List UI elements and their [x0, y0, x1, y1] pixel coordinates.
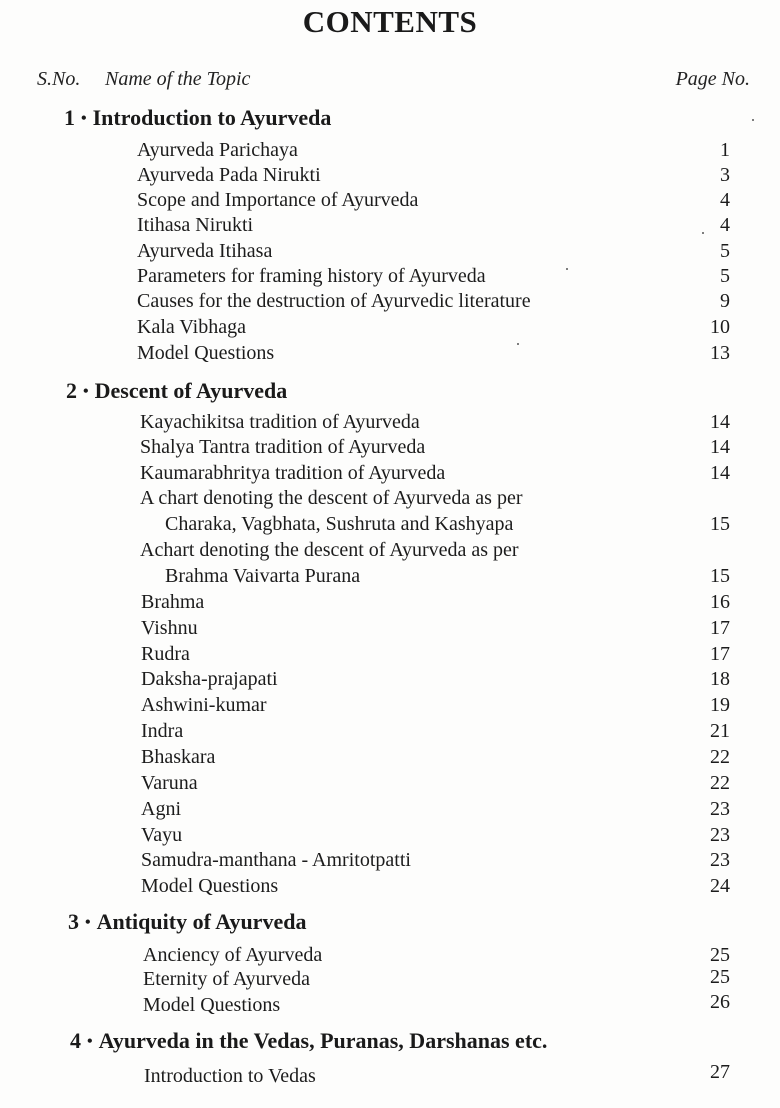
toc-entry[interactable]: Indra [141, 720, 184, 742]
toc-entry[interactable]: Introduction to Vedas [144, 1065, 316, 1087]
header-sno-label: S.No. [37, 68, 81, 90]
chapter-number: 2 [66, 378, 77, 403]
page-number: 5 [720, 265, 730, 287]
page-number: 4 [720, 214, 730, 236]
page-number: 4 [720, 189, 730, 211]
page-number: 21 [710, 720, 730, 742]
toc-entry[interactable]: Model Questions [141, 875, 279, 897]
toc-entry[interactable]: Vishnu [141, 617, 198, 639]
toc-entry[interactable]: Varuna [141, 772, 198, 794]
toc-entry[interactable]: Model Questions [137, 342, 275, 364]
page-title: CONTENTS [302, 4, 478, 39]
page-number: 13 [710, 342, 730, 364]
header-topic-label: Name of the Topic [105, 68, 251, 90]
page-number: 10 [710, 316, 730, 338]
toc-entry[interactable]: Brahma [141, 591, 205, 613]
toc-entry[interactable]: Rudra [141, 643, 190, 665]
chapter-number: 3 [68, 909, 79, 934]
toc-entry[interactable]: Model Questions [143, 994, 281, 1016]
toc-entry[interactable]: Ayurveda Parichaya [137, 139, 298, 161]
chapter-2-heading[interactable] [66, 378, 287, 404]
page-number: 23 [710, 798, 730, 820]
page-number: 27 [710, 1061, 730, 1083]
toc-entry[interactable]: A chart denoting the descent of Ayurveda as per [140, 487, 523, 509]
page-number: 3 [720, 164, 730, 186]
page-number: 1 [720, 139, 730, 161]
page-number: 5 [720, 240, 730, 262]
bullet-icon: • [81, 110, 87, 127]
toc-entry[interactable]: Scope and Importance of Ayurveda [137, 189, 419, 211]
chapter-title: Introduction to Ayurveda [92, 105, 332, 130]
toc-entry[interactable]: Kaumarabhritya tradition of Ayurveda [140, 462, 446, 484]
page-number: 22 [710, 772, 730, 794]
page-number: 23 [710, 824, 730, 846]
toc-entry[interactable]: Itihasa Nirukti [137, 214, 254, 236]
chapter-4-heading[interactable] [70, 1028, 547, 1054]
toc-entry[interactable]: Agni [141, 798, 181, 820]
page-number: 25 [710, 966, 730, 988]
page-number: 14 [710, 436, 730, 458]
print-speck [752, 119, 754, 121]
toc-entry[interactable]: Anciency of Ayurveda [143, 944, 323, 966]
toc-entry-continuation[interactable]: Charaka, Vagbhata, Sushruta and Kashyapa [165, 513, 514, 535]
print-speck [702, 232, 704, 234]
page-number: 19 [710, 694, 730, 716]
bullet-icon: • [87, 1033, 93, 1050]
page-number: 22 [710, 746, 730, 768]
page-number: 14 [710, 411, 730, 433]
page-number: 24 [710, 875, 730, 897]
page-number: 16 [710, 591, 730, 613]
toc-entry[interactable]: Daksha-prajapati [141, 668, 278, 690]
toc-entry[interactable]: Samudra-manthana - Amritotpatti [141, 849, 411, 871]
toc-entry[interactable]: Ashwini-kumar [141, 694, 267, 716]
toc-entry[interactable]: Kayachikitsa tradition of Ayurveda [140, 411, 420, 433]
bullet-icon: • [83, 383, 89, 400]
header-page-label: Page No. [675, 68, 750, 90]
toc-entry[interactable]: Vayu [141, 824, 183, 846]
toc-entry[interactable]: Bhaskara [141, 746, 216, 768]
page-number: 25 [710, 944, 730, 966]
chapter-1-heading[interactable] [64, 105, 331, 131]
page-number: 17 [710, 617, 730, 639]
page-number: 14 [710, 462, 730, 484]
print-speck [517, 343, 519, 345]
page-number: 9 [720, 290, 730, 312]
page-number: 15 [710, 513, 730, 535]
page-number: 15 [710, 565, 730, 587]
chapter-title: Ayurveda in the Vedas, Puranas, Darshanas etc. [98, 1028, 548, 1053]
chapter-number: 4 [70, 1028, 81, 1053]
toc-entry[interactable]: Eternity of Ayurveda [143, 968, 311, 990]
chapter-title: Descent of Ayurveda [94, 378, 288, 403]
toc-entry[interactable]: Causes for the destruction of Ayurvedic literature [137, 290, 531, 312]
chapter-3-heading[interactable] [68, 909, 306, 935]
toc-entry[interactable]: Ayurveda Itihasa [137, 240, 273, 262]
toc-entry[interactable]: Kala Vibhaga [137, 316, 246, 338]
toc-entry[interactable]: Shalya Tantra tradition of Ayurveda [140, 436, 426, 458]
toc-entry[interactable]: Achart denoting the descent of Ayurveda as per [140, 539, 519, 561]
toc-entry[interactable]: Ayurveda Pada Nirukti [137, 164, 321, 186]
print-speck [566, 268, 568, 270]
page-number: 17 [710, 643, 730, 665]
toc-entry-continuation[interactable]: Brahma Vaivarta Purana [165, 565, 361, 587]
bullet-icon: • [85, 914, 91, 931]
chapter-number: 1 [64, 105, 75, 130]
toc-entry[interactable]: Parameters for framing history of Ayurveda [137, 265, 486, 287]
chapter-title: Antiquity of Ayurveda [96, 909, 307, 934]
page-number: 18 [710, 668, 730, 690]
page-number: 23 [710, 849, 730, 871]
page-number: 26 [710, 991, 730, 1013]
